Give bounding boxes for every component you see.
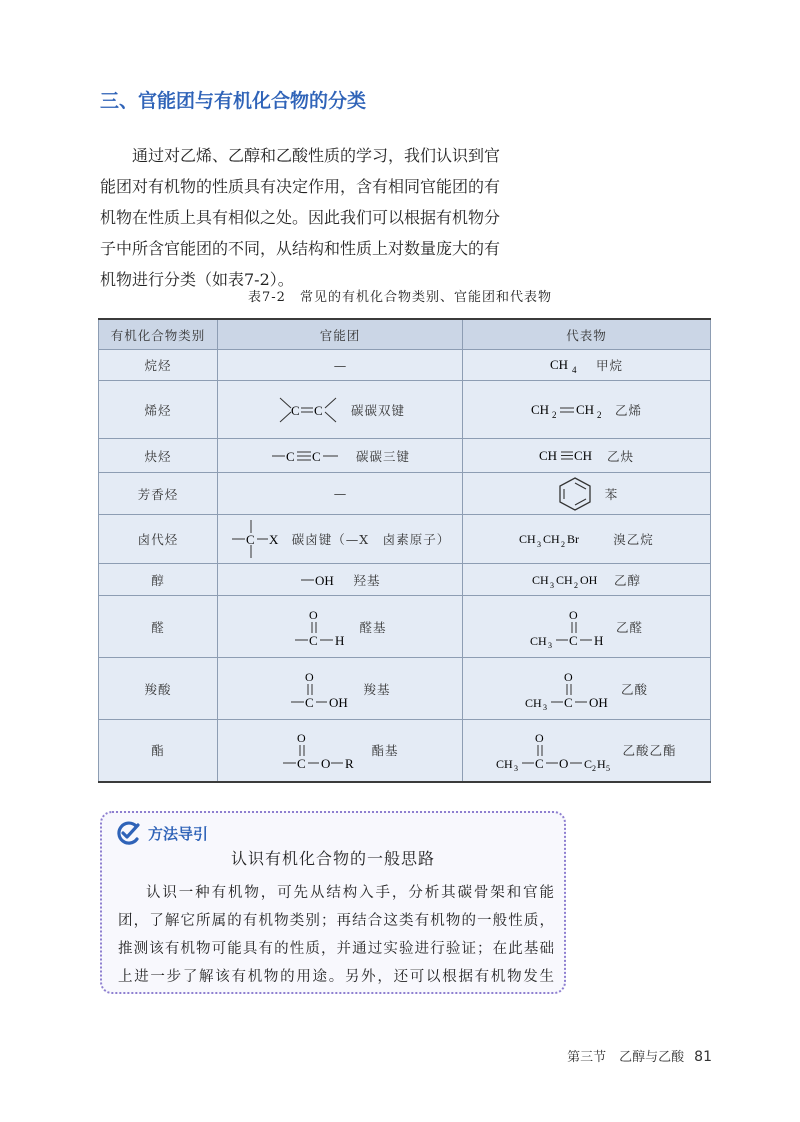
svg-text:4: 4 xyxy=(571,365,577,375)
svg-text:CH: CH xyxy=(538,447,558,463)
aldehyde-structure xyxy=(293,605,349,649)
method-guide-label: 方法导引 xyxy=(148,824,209,843)
methane-formula xyxy=(550,355,586,375)
rep-name: 乙酸乙酯 xyxy=(622,743,677,759)
svg-text:H: H xyxy=(335,632,345,648)
svg-text:CH: CH xyxy=(573,447,593,463)
carbon-halogen-structure xyxy=(230,517,282,561)
category-cell: 烷烃 xyxy=(99,350,218,381)
svg-text:O: O xyxy=(309,607,319,622)
svg-text:3: 3 xyxy=(537,540,542,549)
table-caption-number: 表7-2 xyxy=(248,290,286,305)
rep-name: 乙醇 xyxy=(613,572,641,588)
intro-paragraph xyxy=(100,140,510,295)
group-cell xyxy=(218,564,463,596)
svg-text:C: C xyxy=(309,632,319,648)
svg-text:R: R xyxy=(345,756,355,772)
method-guide-body xyxy=(118,879,554,991)
group-cell: — xyxy=(218,473,463,515)
svg-text:CH: CH xyxy=(575,401,595,417)
svg-text:CH: CH xyxy=(543,532,560,546)
svg-text:CH: CH xyxy=(519,532,536,546)
intro-line: 能团对有机物的性质具有决定作用，含有相同官能团的有 xyxy=(100,177,501,196)
group-name: 酯基 xyxy=(371,743,399,759)
method-line: 上进一步了解该有机物的用途。另外，还可以根据有机物发生 xyxy=(118,969,554,985)
acetic-acid-structure xyxy=(525,667,611,711)
carboxyl-structure xyxy=(289,667,353,711)
table-header-row xyxy=(99,319,711,350)
svg-text:2: 2 xyxy=(551,409,557,420)
group-cell xyxy=(218,381,463,439)
svg-text:O: O xyxy=(321,756,331,772)
bromoethane-formula xyxy=(519,529,603,549)
intro-line: 通过对乙烯、乙醇和乙酸性质的学习，我们认识到官 xyxy=(132,146,501,165)
svg-text:CH: CH xyxy=(555,572,573,587)
group-name: 碳碳双键 xyxy=(350,402,405,418)
page-number: 81 xyxy=(694,1049,712,1065)
ethyl-acetate-structure xyxy=(496,728,612,772)
svg-text:C: C xyxy=(290,402,300,418)
category-cell: 醇 xyxy=(99,564,218,596)
method-guide-icon xyxy=(116,821,142,845)
group-cell xyxy=(218,439,463,473)
category-cell: 烯烃 xyxy=(99,381,218,439)
group-cell xyxy=(218,515,463,564)
group-name: 醛基 xyxy=(359,619,387,635)
svg-text:H: H xyxy=(597,757,607,772)
svg-text:C: C xyxy=(584,757,593,772)
svg-text:O: O xyxy=(305,669,315,684)
svg-text:Br: Br xyxy=(567,532,580,546)
benzene-ring-icon xyxy=(555,476,595,512)
rep-cell xyxy=(463,381,711,439)
svg-text:3: 3 xyxy=(549,580,554,590)
category-cell: 炔烃 xyxy=(99,439,218,473)
svg-text:O: O xyxy=(297,731,307,746)
intro-line: 机物在性质上具有相似之处。因此我们可以根据有机物分 xyxy=(100,208,501,227)
table-row xyxy=(99,564,711,596)
svg-text:2: 2 xyxy=(573,580,578,590)
svg-text:C: C xyxy=(285,448,295,464)
rep-name: 乙炔 xyxy=(606,448,634,464)
table-row xyxy=(99,658,711,720)
svg-text:3: 3 xyxy=(514,764,519,773)
category-cell: 芳香烃 xyxy=(99,473,218,515)
svg-text:2: 2 xyxy=(561,540,566,549)
method-line: 推测该有机物可能具有的性质，并通过实验进行验证；在此基础 xyxy=(118,941,554,957)
rep-cell xyxy=(463,596,711,658)
svg-text:CH: CH xyxy=(531,572,549,587)
intro-line: 子中所含官能团的不同，从结构和性质上对数量庞大的有 xyxy=(100,239,501,258)
ester-group-structure xyxy=(281,728,361,772)
table-row xyxy=(99,596,711,658)
method-guide-title: 认识有机化合物的一般思路 xyxy=(230,849,435,868)
double-bond-structure xyxy=(275,390,341,430)
table-caption-text: 常见的有机化合物类别、官能团和代表物 xyxy=(299,290,552,305)
rep-name: 乙烯 xyxy=(614,402,642,418)
svg-text:O: O xyxy=(568,607,578,622)
svg-text:C: C xyxy=(563,694,573,710)
svg-text:OH: OH xyxy=(588,694,608,710)
method-guide-header xyxy=(116,821,208,845)
category-cell: 酯 xyxy=(99,720,218,782)
table-row xyxy=(99,473,711,515)
svg-text:C: C xyxy=(305,694,315,710)
rep-name: 甲烷 xyxy=(595,358,623,373)
svg-text:CH: CH xyxy=(549,357,569,372)
svg-text:O: O xyxy=(535,731,545,746)
table-caption xyxy=(0,286,800,305)
group-cell xyxy=(218,596,463,658)
group-name: 碳碳三键 xyxy=(355,448,410,464)
rep-name: 乙醛 xyxy=(615,619,643,635)
section-title: 三、官能团与有机化合物的分类 xyxy=(100,90,367,112)
category-cell: 卤代烃 xyxy=(99,515,218,564)
rep-cell xyxy=(463,350,711,381)
svg-text:3: 3 xyxy=(542,702,547,711)
rep-cell xyxy=(463,473,711,515)
table-row xyxy=(99,350,711,381)
rep-cell xyxy=(463,564,711,596)
intro-line: 机物进行分类（如表7-2）。 xyxy=(100,270,294,289)
svg-text:C: C xyxy=(245,532,255,547)
group-cell xyxy=(218,720,463,782)
group-cell xyxy=(218,658,463,720)
svg-text:5: 5 xyxy=(606,764,611,773)
acetaldehyde-structure xyxy=(530,605,606,649)
group-name: 碳卤键（—X 卤素原子） xyxy=(291,532,451,547)
svg-text:C: C xyxy=(311,448,321,464)
header-representative: 代表物 xyxy=(463,319,711,350)
acetylene-formula xyxy=(539,446,597,466)
svg-text:O: O xyxy=(559,756,569,772)
svg-text:CH: CH xyxy=(530,401,550,417)
svg-text:H: H xyxy=(593,632,604,648)
svg-text:C: C xyxy=(535,756,545,772)
header-category: 有机化合物类别 xyxy=(99,319,218,350)
rep-name: 苯 xyxy=(604,486,619,502)
svg-text:OH: OH xyxy=(315,572,335,588)
group-cell: — xyxy=(218,350,463,381)
footer-chapter: 第三节 乙醇与乙酸 xyxy=(567,1050,685,1065)
rep-cell xyxy=(463,515,711,564)
category-cell: 羧酸 xyxy=(99,658,218,720)
svg-text:X: X xyxy=(268,532,279,547)
triple-bond-structure xyxy=(270,446,346,466)
table-row xyxy=(99,439,711,473)
page-footer xyxy=(567,1046,712,1065)
rep-name: 乙酸 xyxy=(620,681,648,697)
group-name: 羟基 xyxy=(353,572,381,588)
svg-text:2: 2 xyxy=(596,409,602,420)
svg-text:3: 3 xyxy=(547,640,552,649)
rep-cell xyxy=(463,720,711,782)
hydroxyl-structure xyxy=(299,570,343,590)
svg-text:C: C xyxy=(313,402,323,418)
ethanol-formula xyxy=(532,570,604,590)
svg-text:CH: CH xyxy=(524,695,542,710)
svg-text:C: C xyxy=(297,756,307,772)
method-line: 认识一种有机物，可先从结构入手，分析其碳骨架和官能 xyxy=(146,885,554,901)
functional-group-table xyxy=(98,318,711,783)
rep-cell xyxy=(463,658,711,720)
method-line: 团，了解它所属的有机物类别；再结合这类有机物的一般性质， xyxy=(118,913,554,929)
svg-text:CH: CH xyxy=(529,633,547,648)
method-guide-box xyxy=(100,811,566,994)
table-row xyxy=(99,515,711,564)
svg-text:2: 2 xyxy=(592,764,597,773)
svg-text:OH: OH xyxy=(579,572,598,587)
table-row xyxy=(99,381,711,439)
svg-text:O: O xyxy=(563,669,573,684)
ethylene-formula xyxy=(531,400,605,420)
header-functional-group: 官能团 xyxy=(218,319,463,350)
table-row xyxy=(99,720,711,782)
svg-text:C: C xyxy=(568,632,578,648)
svg-text:OH: OH xyxy=(329,694,349,710)
rep-cell xyxy=(463,439,711,473)
group-name: 羧基 xyxy=(363,681,391,697)
category-cell: 醛 xyxy=(99,596,218,658)
svg-text:CH: CH xyxy=(496,757,514,772)
rep-name: 溴乙烷 xyxy=(613,532,654,547)
